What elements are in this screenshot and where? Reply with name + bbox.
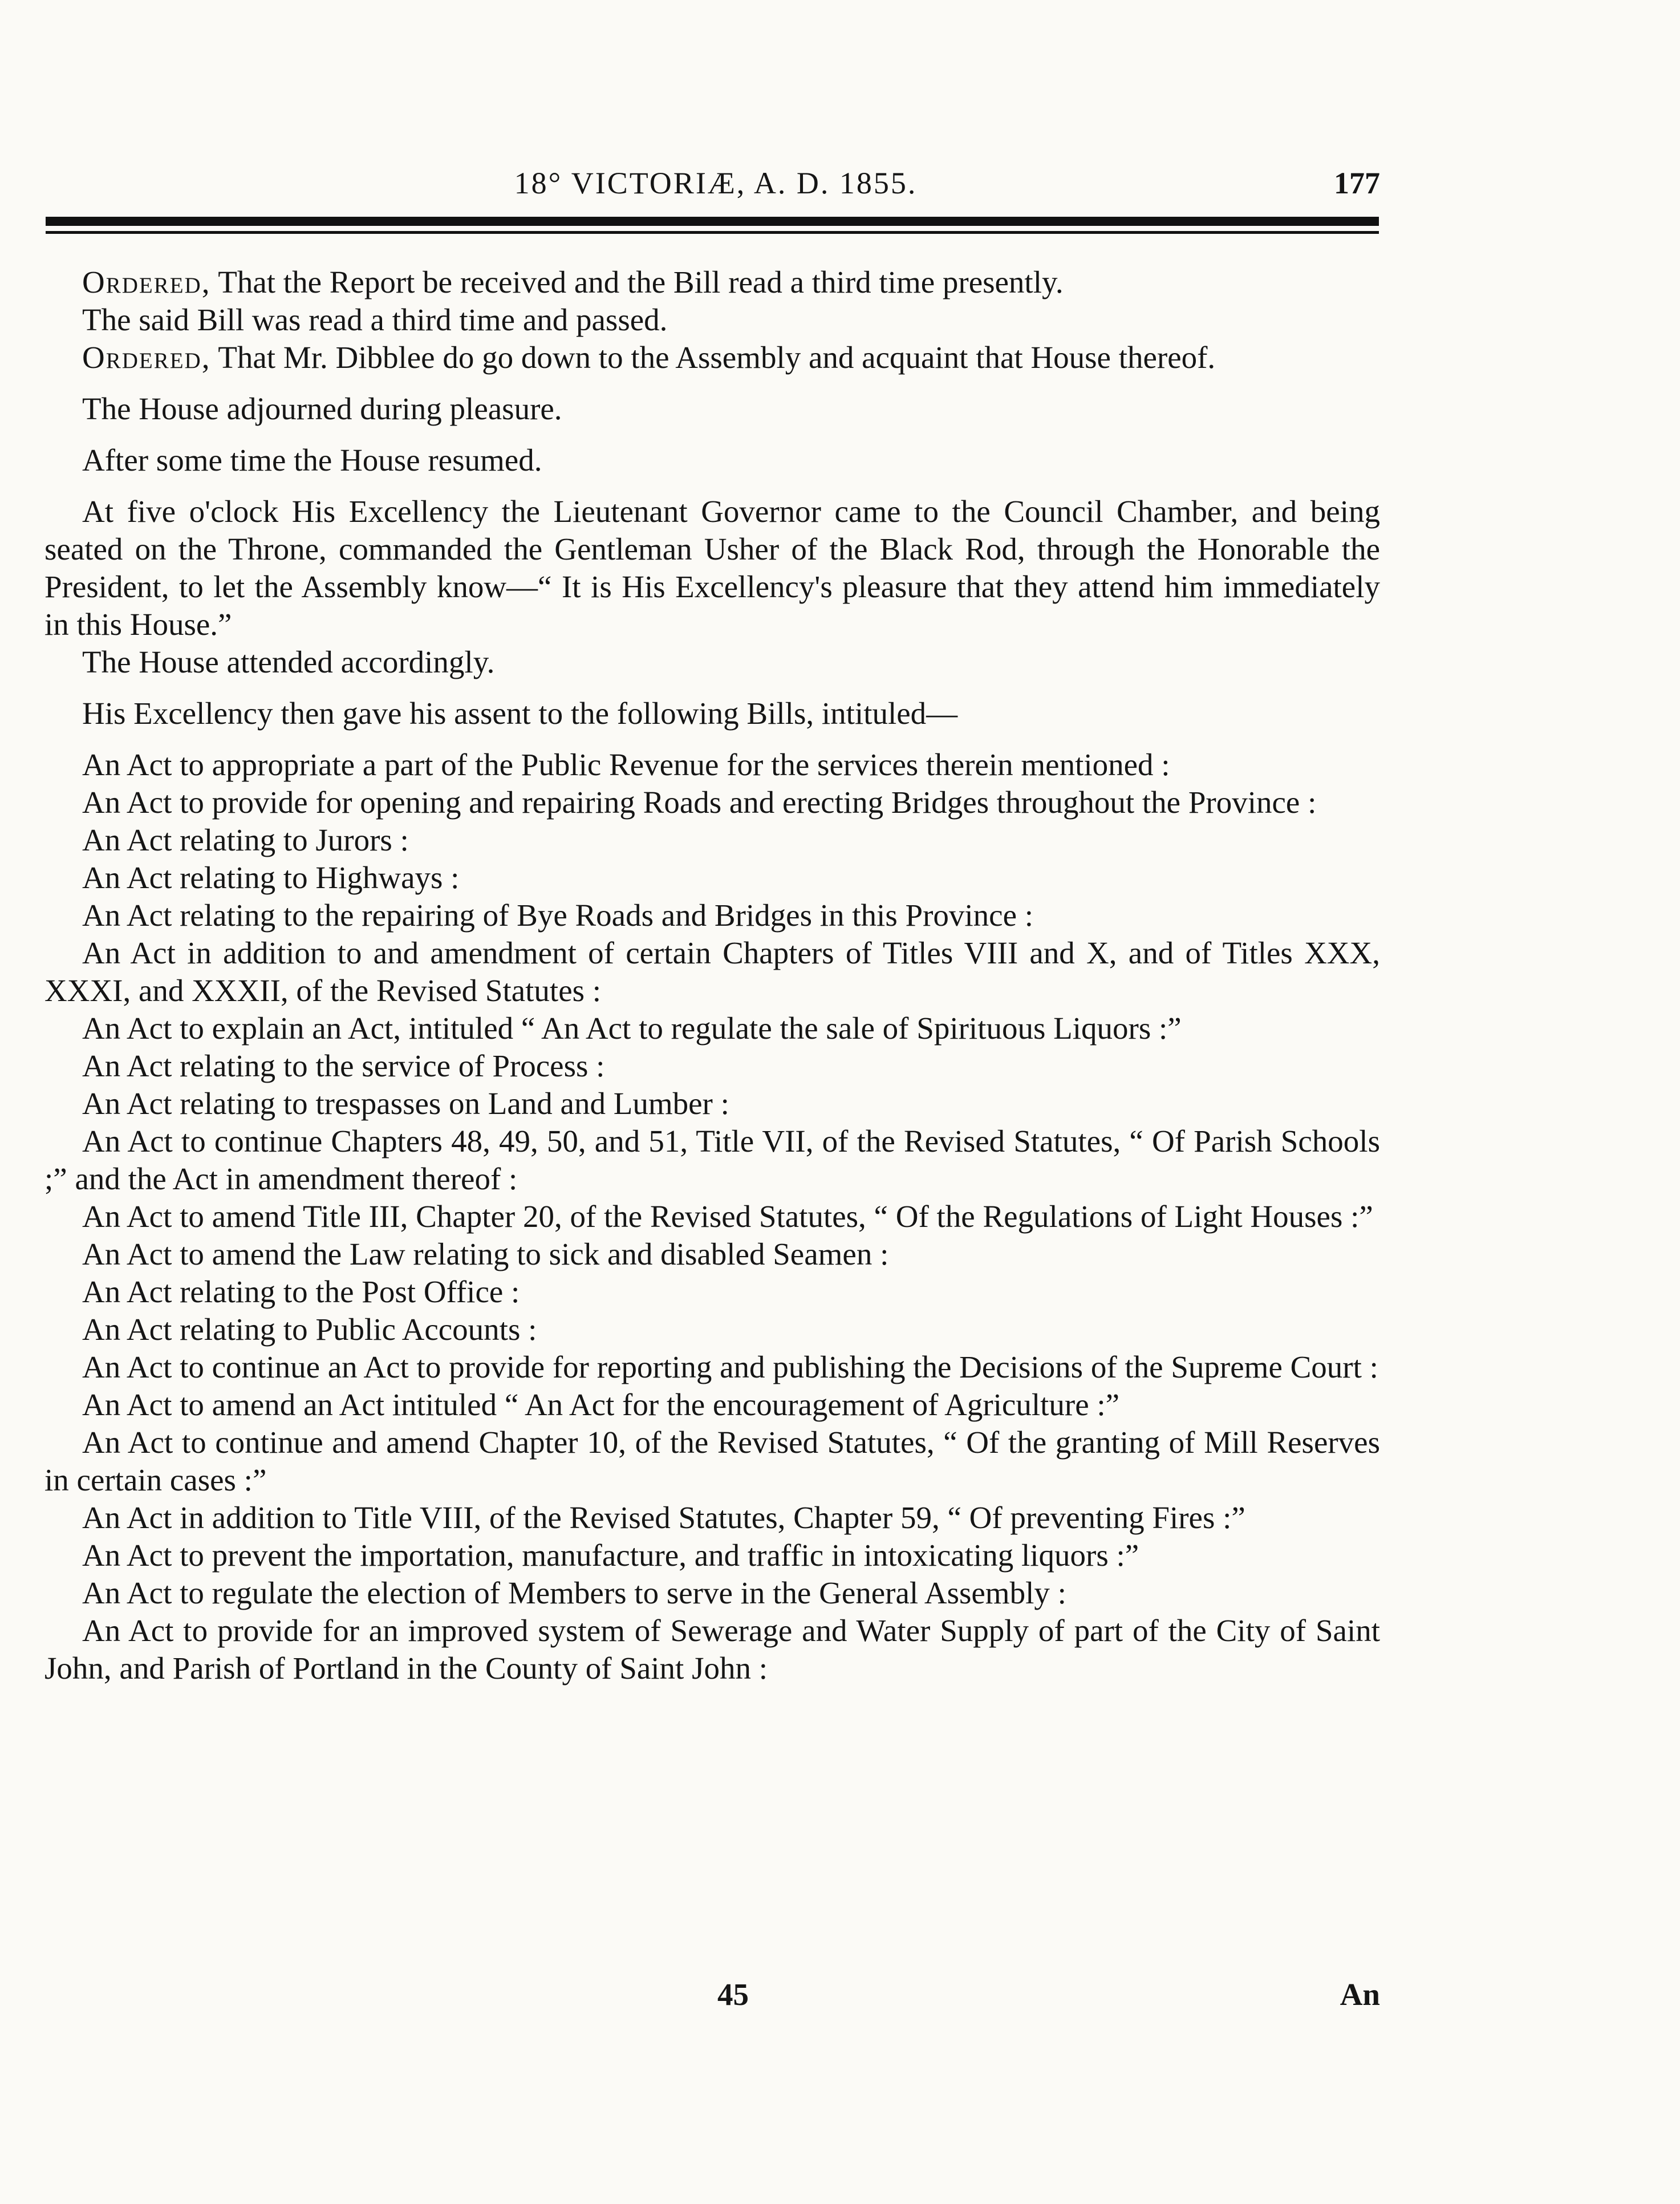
- paragraph: [44, 695, 1380, 732]
- paragraph-text: His Excellency then gave his assent to the following Bills, intituled—: [82, 696, 958, 731]
- header-rule-thin: [46, 231, 1379, 234]
- act-title: An Act to regulate the election of Members to serve in the General Assembly :: [82, 1575, 1066, 1610]
- paragraph-text: That Mr. Dibblee do go down to the Assembly and acquaint that House thereof.: [218, 340, 1216, 375]
- paragraph-text: At five o'clock His Excellency the Lieutenant Governor came to the Council Chamber, and being seated on the Throne, commanded the Gentleman Usher of the Black Rod, through the Honorable the President, to let the Assembly know—“ It is His Excellency's pleasure that they attend him immediately in this House.”: [44, 494, 1380, 642]
- act-title: An Act relating to the repairing of Bye Roads and Bridges in this Province :: [82, 898, 1034, 933]
- paragraph-text: After some time the House resumed.: [82, 443, 542, 477]
- act-title: An Act to continue Chapters 48, 49, 50, and 51, Title VII, of the Revised Statutes, “ Of Parish Schools ;” and the Act in amendment thereof :: [44, 1124, 1380, 1196]
- paragraph: [44, 441, 1380, 479]
- running-title: 18° VICTORIÆ, A. D. 1855.: [514, 166, 918, 200]
- paragraph-text: That the Report be received and the Bill read a third time presently.: [218, 265, 1064, 299]
- paragraph: [44, 264, 1380, 301]
- header-rule-thick: [46, 217, 1379, 226]
- paragraph-lead: Ordered,: [82, 340, 211, 375]
- act-title: An Act to amend an Act intituled “ An Act for the encouragement of Agriculture :”: [82, 1387, 1120, 1422]
- act-title: An Act in addition to Title VIII, of the Revised Statutes, Chapter 59, “ Of preventing Fires :”: [82, 1500, 1245, 1535]
- act-title: An Act to continue an Act to provide for reporting and publishing the Decisions of the Supreme Court :: [82, 1350, 1378, 1384]
- act-title: An Act to continue and amend Chapter 10, of the Revised Statutes, “ Of the granting of Mill Reserves in certain cases :”: [44, 1425, 1380, 1497]
- page-footer: [44, 1976, 1380, 2016]
- paragraph-text: The House attended accordingly.: [82, 645, 495, 679]
- act-title: An Act to provide for opening and repairing Roads and erecting Bridges throughout the Province :: [82, 785, 1317, 820]
- catchword: An: [1340, 1977, 1380, 2012]
- paragraph-lead: Ordered,: [82, 265, 211, 299]
- act-list: [44, 746, 1380, 1687]
- signature-mark: 45: [717, 1977, 749, 2012]
- paragraph: [44, 339, 1380, 376]
- act-title: An Act relating to Jurors :: [82, 823, 409, 857]
- page-number: 177: [1334, 166, 1380, 200]
- paragraph: [44, 643, 1380, 681]
- act-title: An Act relating to the service of Process :: [82, 1048, 605, 1083]
- act-title: An Act relating to Highways :: [82, 860, 460, 895]
- act-title: An Act to amend the Law relating to sick and disabled Seamen :: [82, 1237, 889, 1271]
- paragraph-text: The House adjourned during pleasure.: [82, 391, 562, 426]
- paragraph-text: The said Bill was read a third time and passed.: [82, 302, 668, 337]
- act-title: An Act to appropriate a part of the Public Revenue for the services therein mentioned :: [82, 747, 1170, 782]
- act-title: An Act in addition to and amendment of certain Chapters of Titles VIII and X, and of Titles XXX, XXXI, and XXXII, of the Revised Statutes :: [44, 935, 1380, 1008]
- paragraph: [44, 493, 1380, 643]
- act-title: An Act to prevent the importation, manufacture, and traffic in intoxicating liquors :”: [82, 1538, 1139, 1573]
- act-title: An Act relating to Public Accounts :: [82, 1312, 537, 1347]
- act-title: An Act to explain an Act, intituled “ An Act to regulate the sale of Spirituous Liquors :”: [82, 1011, 1182, 1046]
- act-title: An Act relating to trespasses on Land and Lumber :: [82, 1086, 729, 1121]
- paragraph: [44, 390, 1380, 428]
- body-text: [44, 264, 1380, 1687]
- act-title: An Act relating to the Post Office :: [82, 1274, 520, 1309]
- act-title: An Act to amend Title III, Chapter 20, of the Revised Statutes, “ Of the Regulations of Light Houses :”: [82, 1199, 1373, 1234]
- running-header: [51, 161, 1380, 201]
- paragraph: [44, 301, 1380, 339]
- act-title: An Act to provide for an improved system of Sewerage and Water Supply of part of the City of Saint John, and Parish of Portland in the County of Saint John :: [44, 1613, 1380, 1686]
